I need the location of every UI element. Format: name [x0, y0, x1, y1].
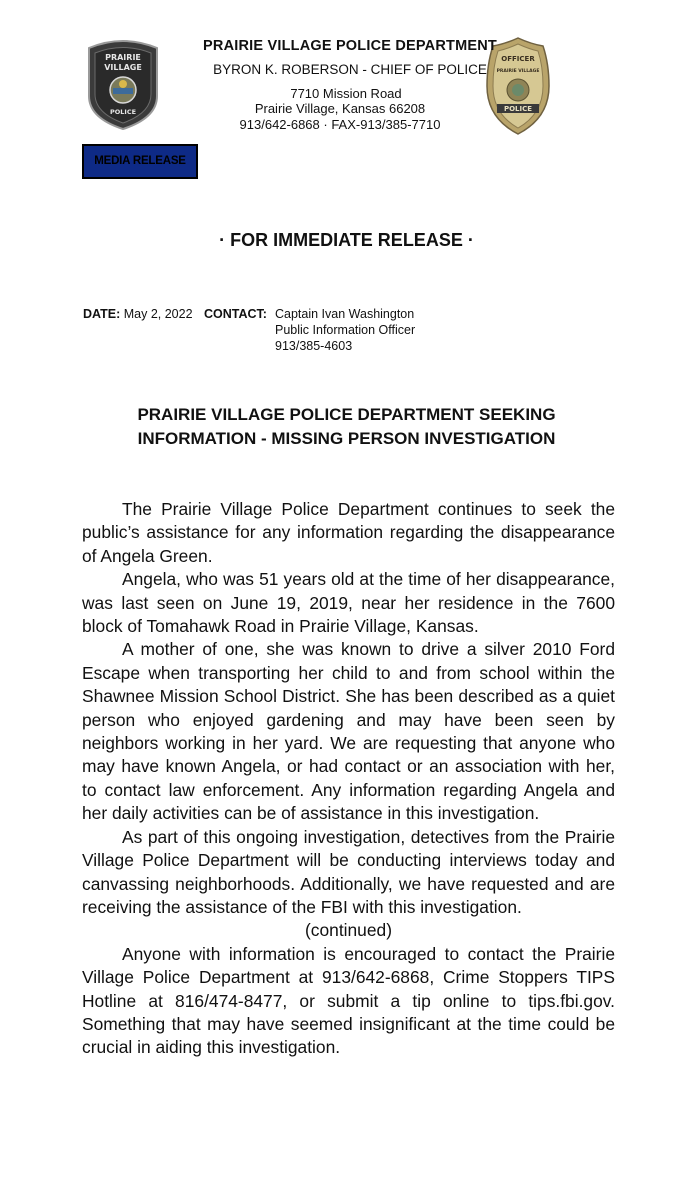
contact-phone: 913/385-4603 — [275, 339, 353, 353]
release-body — [82, 498, 615, 1060]
body-paragraph-1: The Prairie Village Police Department continues to seek the public’s assistance for any information regarding the disappearance of Angela Green. — [82, 499, 615, 566]
media-release-label: MEDIA RELEASE — [82, 144, 198, 179]
phone-fax: 913/642-6868 · FAX-913/385-7710 — [239, 117, 441, 132]
body-paragraph-5: Anyone with information is encouraged to contact the Prairie Village Police Department at 913/642-6868, Crime Stoppers TIPS Hotline at 816/474-8477, or submit a tip online to tips.fbi.gov. Something that may have seemed insignificant at the time could be crucial in aiding this investigation. — [82, 943, 615, 1058]
department-name: PRAIRIE VILLAGE POLICE DEPARTMENT — [203, 38, 497, 54]
immediate-release-heading: · FOR IMMEDIATE RELEASE · — [219, 230, 474, 250]
body-paragraph-3: A mother of one, she was known to drive a silver 2010 Ford Escape when transporting her child to and from school within the Shawnee Mission School District. She has been described as a quiet person who enjoyed gardening and may have been seen by neighbors working in her yard. We are requesting that anyone who may have known Angela, or had contact or an association with her, to contact law enforcement. Any information regarding Angela and her daily activities can be of assistance in this investigation. — [82, 639, 615, 824]
headline-line-2: INFORMATION - MISSING PERSON INVESTIGATION — [137, 429, 556, 448]
body-paragraph-4: As part of this ongoing investigation, detectives from the Prairie Village Police Department will be conducting interviews today and canvassing neighborhoods. Additionally, we have requested and are receiving the assistance of the FBI with this investigation. — [82, 826, 615, 917]
date-label: DATE: — [83, 307, 121, 321]
headline-line-1: PRAIRIE VILLAGE POLICE DEPARTMENT SEEKING — [137, 405, 556, 424]
patch-text-police: POLICE — [109, 108, 137, 116]
patch-text-prairie: PRAIRIE — [105, 53, 141, 62]
patch-text-village: VILLAGE — [104, 63, 142, 72]
continued-marker: (continued) — [304, 920, 392, 941]
badge-text-police: POLICE — [503, 105, 533, 113]
release-headline — [60, 403, 633, 451]
badge-text-officer: OFFICER — [501, 55, 535, 63]
date-value: May 2, 2022 — [123, 307, 193, 321]
date-field — [83, 306, 193, 322]
contact-title: Public Information Officer — [275, 323, 416, 337]
contact-label: CONTACT: — [204, 307, 267, 321]
chief-of-police: BYRON K. ROBERSON - CHIEF OF POLICE — [213, 62, 487, 77]
badge-text-village: PRAIRIE VILLAGE — [496, 69, 540, 74]
body-paragraph-2: Angela, who was 51 years old at the time of her disappearance, was last seen on June 19, 2019, near her residence in the 7600 block of Tomahawk Road in Prairie Village, Kansas. — [82, 569, 615, 637]
contact-name: Captain Ivan Washington — [275, 307, 415, 321]
address-street: 7710 Mission Road — [290, 86, 402, 101]
contact-details — [275, 306, 415, 354]
address-city: Prairie Village, Kansas 66208 — [254, 101, 426, 116]
